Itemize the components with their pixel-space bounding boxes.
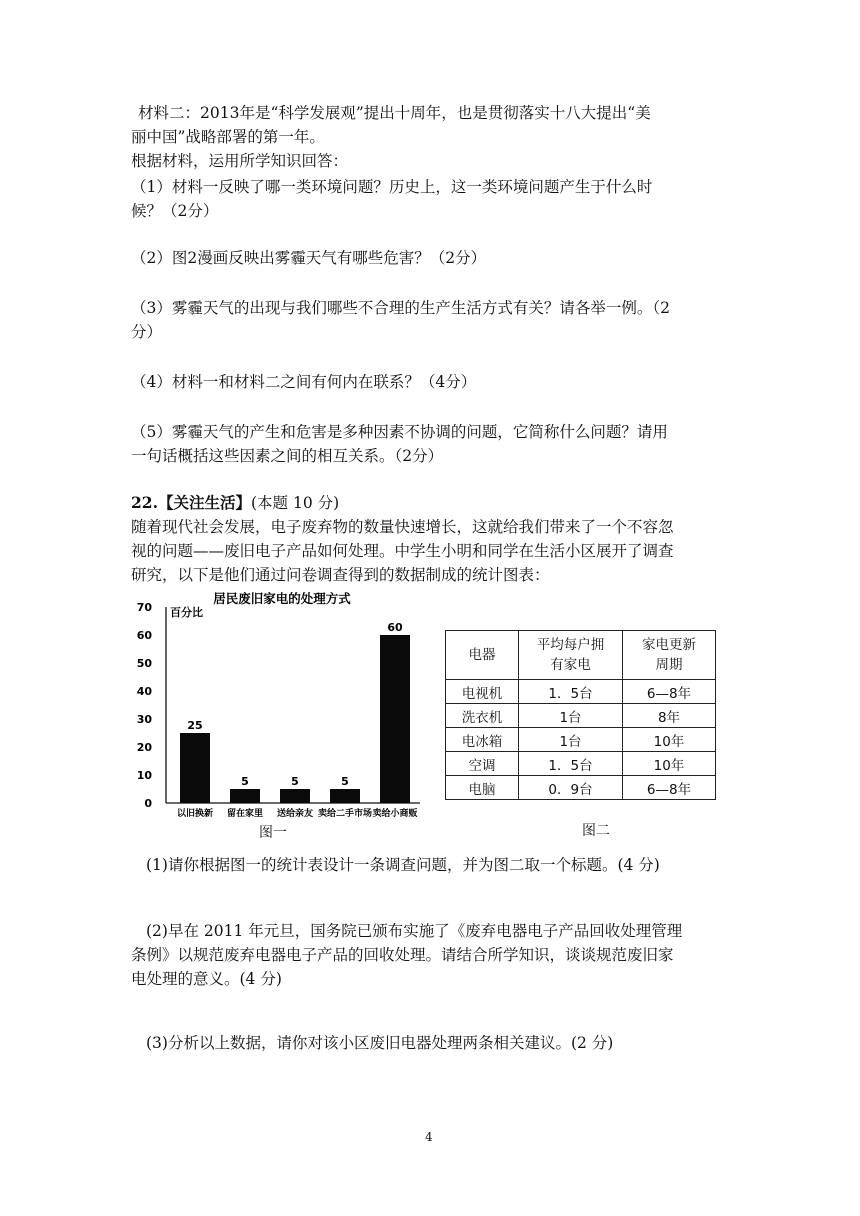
page-number: 4 xyxy=(425,1130,433,1144)
material2-line2: 丽中国”战略部署的第一年。 xyxy=(131,128,325,146)
table-header-row xyxy=(446,631,716,680)
bar-value-label: 25 xyxy=(187,719,203,732)
bar xyxy=(230,789,260,803)
table-cell: 1．5台 xyxy=(519,680,623,704)
table-row xyxy=(446,680,716,704)
y-tick-label: 0 xyxy=(144,797,152,810)
x-tick-label: 送给亲友 xyxy=(276,809,314,818)
table-cell: 空调 xyxy=(446,752,519,776)
chart-title: 居民废旧家电的处理方式 xyxy=(213,591,351,606)
table-cell: 电脑 xyxy=(446,776,519,800)
q22-sub2-line3: 电处理的意义。(4 分) xyxy=(131,970,282,988)
table-cell: 6—8年 xyxy=(623,776,716,800)
table-row xyxy=(446,776,716,800)
table-cell: 1台 xyxy=(519,728,623,752)
chart-ylabel: 百分比 xyxy=(170,606,203,619)
question-3-line2: 分） xyxy=(131,323,163,341)
table-cell: 0．9台 xyxy=(519,776,623,800)
bar-value-label: 5 xyxy=(341,775,349,788)
prompt: 根据材料，运用所学知识回答： xyxy=(131,152,349,170)
q22-sub2-line1: (2)早在 2011 年元旦，国务院已颁布实施了《废弃电器电子产品回收处理管理 xyxy=(146,922,683,940)
figure2-caption: 图二 xyxy=(582,823,610,839)
x-tick-label: 卖给小商贩 xyxy=(372,809,418,818)
material2-line1: 材料二：2013年是“科学发展观”提出十周年，也是贯彻落实十八大提出“美 xyxy=(138,104,651,122)
table-row xyxy=(446,728,716,752)
table-row xyxy=(446,704,716,728)
question-1-line1: （1）材料一反映了哪一类环境问题？历史上，这一类环境问题产生于什么时 xyxy=(131,178,653,196)
bar-value-label: 5 xyxy=(291,775,299,788)
q22-intro-line2: 视的问题——废旧电子产品如何处理。中学生小明和同学在生活小区展开了调查 xyxy=(131,542,674,560)
table-row xyxy=(446,752,716,776)
y-tick-label: 40 xyxy=(136,685,152,698)
q22-intro-line1: 随着现代社会发展，电子废弃物的数量快速增长，这就给我们带来了一个不容忽 xyxy=(131,518,674,536)
table-cell: 10年 xyxy=(623,728,716,752)
question-1-line2: 候？（2分） xyxy=(131,202,219,220)
q22-number: 22. xyxy=(131,493,158,512)
q22-sub1: (1)请你根据图一的统计表设计一条调查问题，并为图二取一个标题。(4 分) xyxy=(146,856,660,874)
table-cell: 电视机 xyxy=(446,680,519,704)
table-cell: 洗衣机 xyxy=(446,704,519,728)
q22-sub2-line2: 条例》以规范废弃电器电子产品的回收处理。请结合所学知识，谈谈规范废旧家 xyxy=(131,946,674,964)
y-tick-label: 30 xyxy=(136,713,152,726)
bar xyxy=(330,789,360,803)
header-line: 平均每户拥 xyxy=(536,637,605,653)
bar-value-label: 60 xyxy=(387,621,403,634)
table-cell: 6—8年 xyxy=(623,680,716,704)
header-line: 周期 xyxy=(655,657,683,673)
question-2: （2）图2漫画反映出雾霾天气有哪些危害？（2分） xyxy=(131,249,487,267)
table-cell: 1台 xyxy=(519,704,623,728)
q22-intro-line3: 研究，以下是他们通过问卷调查得到的数据制成的统计图表： xyxy=(131,566,550,584)
q22-sub3: (3)分析以上数据，请你对该小区废旧电器处理两条相关建议。(2 分) xyxy=(146,1034,614,1052)
q22-title: 【关注生活】 xyxy=(157,493,251,512)
table-cell: 1．5台 xyxy=(519,752,623,776)
q22-heading xyxy=(131,493,339,513)
x-tick-label: 以旧换新 xyxy=(176,809,214,818)
table-header-cell xyxy=(519,631,623,680)
bar xyxy=(180,733,210,803)
q22-score: (本题 10 分) xyxy=(250,494,340,512)
bar xyxy=(280,789,310,803)
y-tick-label: 20 xyxy=(136,741,152,754)
figure1-caption: 图一 xyxy=(259,825,287,841)
bar-value-label: 5 xyxy=(241,775,249,788)
table-cell: 8年 xyxy=(623,704,716,728)
table-header-cell xyxy=(623,631,716,680)
question-5-line2: 一句话概括这些因素之间的相互关系。（2分） xyxy=(131,447,444,465)
x-tick-label: 留在家里 xyxy=(226,809,264,818)
table-cell: 电冰箱 xyxy=(446,728,519,752)
y-tick-label: 10 xyxy=(136,769,152,782)
header-line: 有家电 xyxy=(550,657,591,673)
question-5-line1: （5）雾霾天气的产生和危害是多种因素不协调的问题，它简称什么问题？请用 xyxy=(131,423,668,441)
y-tick-label: 60 xyxy=(136,629,152,642)
table-cell: 10年 xyxy=(623,752,716,776)
bar xyxy=(380,635,410,803)
x-tick-label: 卖给二手市场 xyxy=(317,809,373,818)
appliance-table xyxy=(445,630,716,800)
y-tick-label: 70 xyxy=(136,601,152,614)
bar-chart xyxy=(130,590,430,818)
table-header-cell: 电器 xyxy=(446,631,519,680)
y-tick-label: 50 xyxy=(136,657,152,670)
question-3-line1: （3）雾霾天气的出现与我们哪些不合理的生产生活方式有关？请各举一例。（2 xyxy=(131,299,670,317)
question-4: （4）材料一和材料二之间有何内在联系？（4分） xyxy=(131,373,477,391)
header-line: 家电更新 xyxy=(642,637,696,653)
